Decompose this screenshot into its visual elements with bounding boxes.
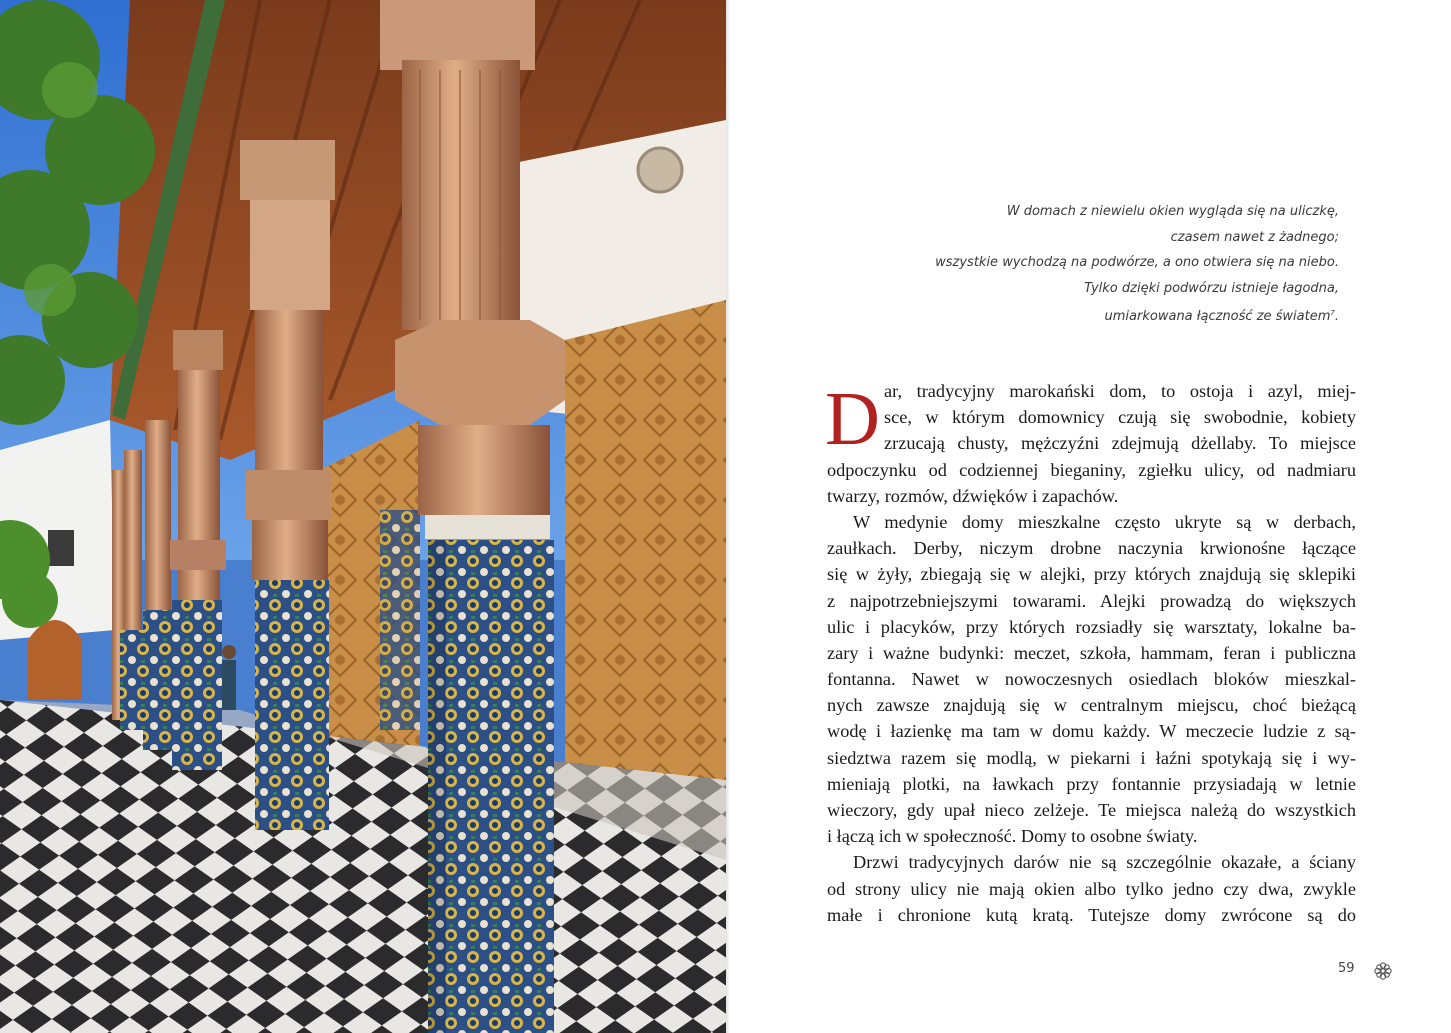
rosette-ornament-icon bbox=[1373, 961, 1393, 986]
body-line: odpoczynku od codziennej bieganiny, zgiełku ulicy, od nadmiaru bbox=[827, 459, 1356, 480]
body-line: ulic i placyków, przy których rozsiadły się warsztaty, lokalne ba- bbox=[827, 616, 1356, 637]
body-line: twarzy, rozmów, dźwięków i zapachów. bbox=[827, 485, 1119, 506]
body-line: zary i ważne budynki: meczet, szkoła, hammam, feran i publiczna bbox=[827, 642, 1356, 663]
body-line: nych zawsze znajdują się w centralnym miejscu, choć bieżącą bbox=[827, 695, 1356, 716]
body-line: się w żyły, zbiegają się w alejki, przy których znajdują się sklepiki bbox=[827, 564, 1356, 585]
epigraph-line: W domach z niewielu okien wygląda się na uliczkę, bbox=[1006, 204, 1339, 219]
epigraph-line: wszystkie wychodzą na podwórze, a ono otwiera się na niebo. bbox=[935, 255, 1339, 270]
epigraph-line: czasem nawet z żadnego; bbox=[1170, 229, 1339, 245]
page-number: 59 bbox=[1338, 961, 1355, 976]
epigraph-line-last bbox=[819, 301, 1339, 330]
epigraph-end-punctuation: . bbox=[1334, 309, 1339, 324]
epigraph-line: Tylko dzięki podwórzu istnieje łagodna, bbox=[1084, 280, 1339, 296]
body-line: sce, w którym domownicy czują się swobodnie, kobiety bbox=[884, 407, 1356, 428]
epigraph-line: umiarkowana łączność ze światem bbox=[1104, 309, 1331, 324]
body-line: i łączą ich w społeczność. Domy to osobne światy. bbox=[827, 826, 1198, 847]
body-line: małe i chronione kutą kratą. Tutejsze domy zwrócone są do bbox=[827, 904, 1356, 925]
drop-cap: D bbox=[825, 377, 880, 461]
body-line: zaułkach. Derby, niczym drobne naczynia krwionośne łączące bbox=[827, 538, 1356, 559]
body-line: ar, tradycyjny marokański dom, to ostoja i azyl, miej- bbox=[884, 381, 1356, 401]
body-line: mieniają plotki, na ławkach przy fontannie przysiadają w letnie bbox=[827, 773, 1356, 794]
body-line: W medynie domy mieszkalne często ukryte są w derbach, bbox=[853, 511, 1356, 532]
body-line: siedztwa razem się modlą, w piekarni i łaźni spotykają się i wy- bbox=[827, 747, 1356, 768]
page-gutter-shadow bbox=[726, 0, 730, 1033]
body-line: fontanna. Nawet w nowoczesnych osiedlach bloków mieszkal- bbox=[827, 669, 1356, 690]
footnote-reference: 7 bbox=[1330, 309, 1335, 317]
body-line: wodę i łazienkę ma tam w domu każdy. W meczecie ludzie z są- bbox=[827, 721, 1356, 742]
body-line: z najpotrzebniejszymi towarami. Alejki prowadzą do większych bbox=[827, 590, 1356, 611]
epigraph-quote bbox=[819, 199, 1339, 330]
body-text bbox=[827, 378, 1356, 928]
body-line: zrzucają chusty, mężczyźni zdejmują dżellaby. To miejsce bbox=[884, 433, 1356, 454]
body-line: od strony ulicy nie mają okien albo tylko jedno czy dwa, zwykle bbox=[827, 878, 1356, 899]
body-line: Drzwi tradycyjnych darów nie są szczególnie okazałe, a ściany bbox=[853, 852, 1356, 873]
body-line: wieczory, gdy upał nieco zelżeje. Te miejsca należą do wszystkich bbox=[827, 800, 1356, 820]
